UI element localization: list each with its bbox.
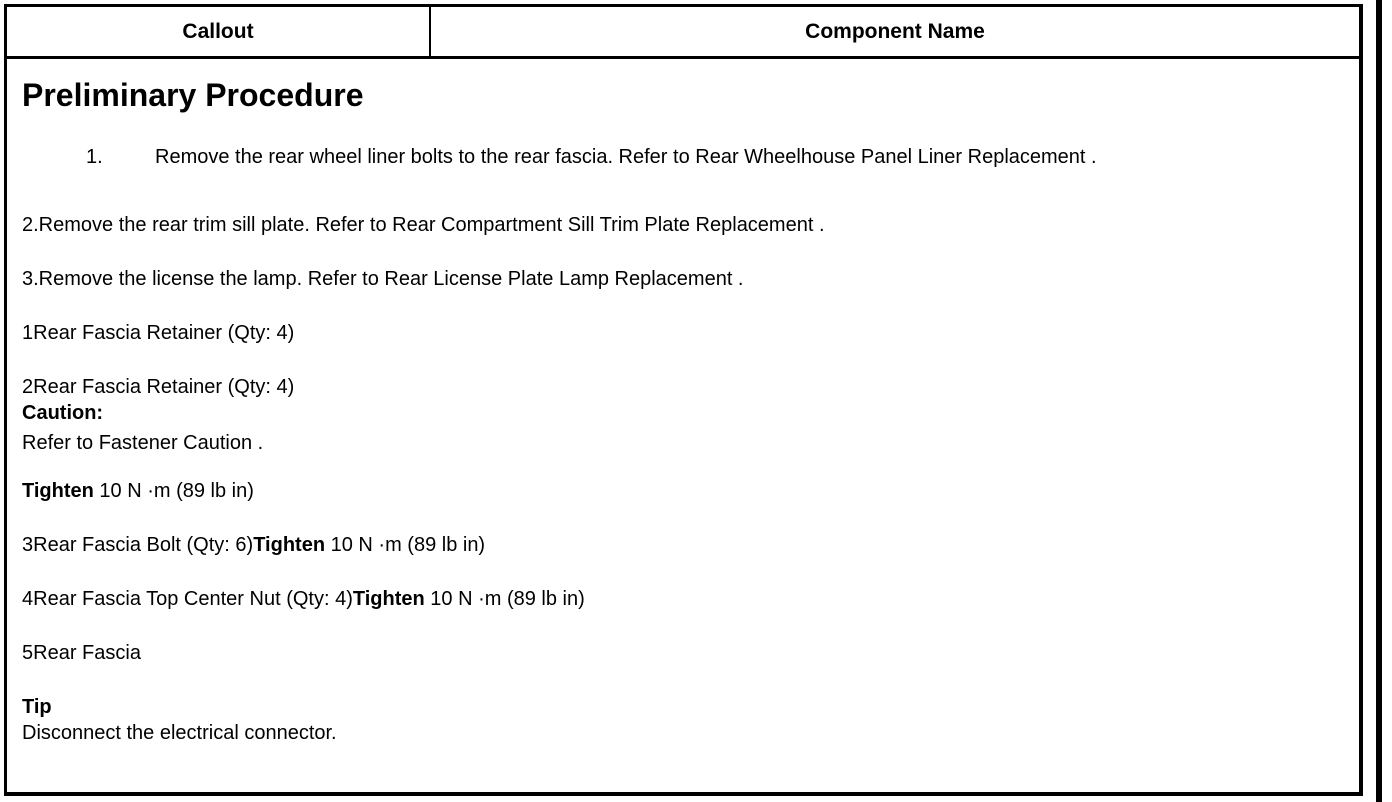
caution-label: Caution:: [22, 402, 104, 424]
callout-column-header: Callout: [7, 7, 431, 56]
tighten-spec: [22, 479, 1359, 503]
component-3-tighten-label: Tighten: [253, 534, 326, 556]
component-5: 5Rear Fascia: [22, 642, 141, 664]
right-border-bar: [1376, 0, 1382, 802]
table-header: [7, 7, 1359, 59]
component-name-column-header: Component Name: [805, 19, 985, 43]
step-3: 3.Remove the license the lamp. Refer to Rear License Plate Lamp Replacement .: [22, 268, 744, 290]
component-3-tighten-value: 10 N ·m (89 lb in): [325, 534, 486, 556]
caution-text: Refer to Fastener Caution .: [22, 432, 264, 454]
component-3: [22, 533, 1359, 557]
component-4-tighten-label: Tighten: [352, 588, 425, 610]
section-title: Preliminary Procedure: [22, 77, 364, 113]
step-1-text: Remove the rear wheel liner bolts to the rear fascia. Refer to Rear Wheelhouse Panel Liner Replacement .: [155, 146, 1097, 168]
tighten-label: Tighten: [22, 480, 94, 502]
component-4: [22, 587, 1359, 611]
component-4-tighten-value: 10 N ·m (89 lb in): [424, 588, 585, 610]
component-1: 1Rear Fascia Retainer (Qty: 4): [22, 322, 295, 344]
component-2: 2Rear Fascia Retainer (Qty: 4): [22, 376, 295, 398]
tighten-value: 10 N ·m (89 lb in): [93, 480, 254, 502]
step-1: [22, 145, 1359, 169]
step-2: 2.Remove the rear trim sill plate. Refer to Rear Compartment Sill Trim Plate Replacement .: [22, 214, 825, 236]
content-area: [7, 77, 1359, 747]
step-1-number: 1.: [86, 146, 103, 168]
document-frame: [4, 4, 1363, 796]
tip-label: Tip: [22, 696, 52, 718]
component-4-text: 4Rear Fascia Top Center Nut (Qty: 4): [22, 588, 353, 610]
tip-text: Disconnect the electrical connector.: [22, 722, 337, 744]
component-3-text: 3Rear Fascia Bolt (Qty: 6): [22, 534, 254, 556]
